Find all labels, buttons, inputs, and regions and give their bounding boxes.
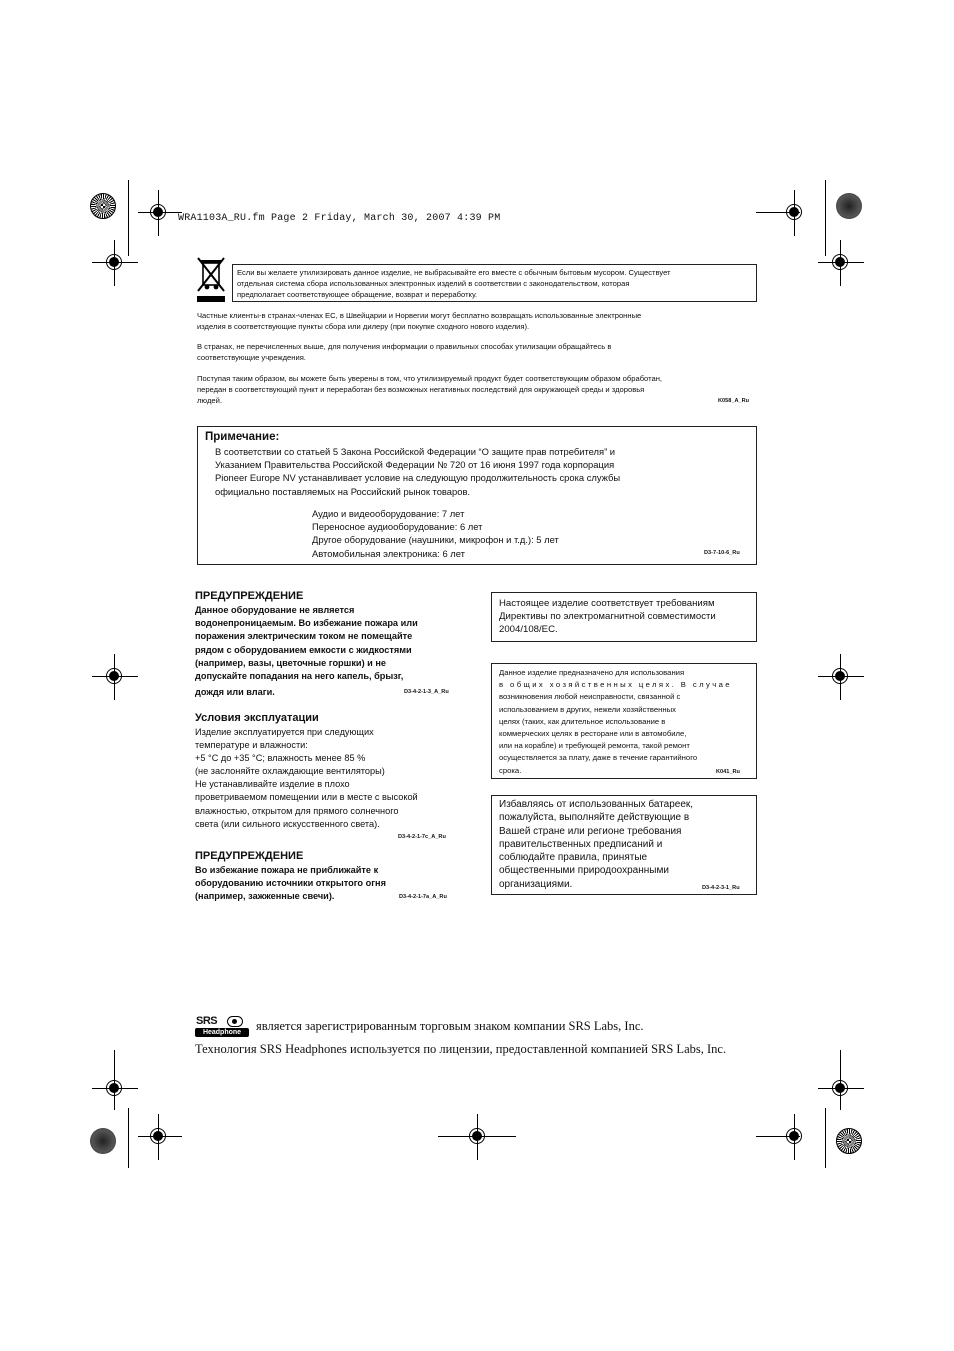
code-k041: K041_Ru: [716, 769, 740, 775]
usage-line: возникновения любой неисправности, связанной с: [499, 692, 681, 702]
paragraph-eu: [197, 310, 641, 332]
code-d3-7-10-6: D3-7-10-6_Ru: [704, 550, 740, 556]
paragraph-other: [197, 341, 611, 363]
code-d3-4-2-1-7c: D3-4-2-1-7c_A_Ru: [398, 834, 446, 840]
srs-logo-circle-icon: [227, 1016, 243, 1027]
para3-line2: передан в соответствующий пункт и переработан без возможных негативных последствий для окружающей среды и здоровья: [197, 385, 645, 394]
usage-line: в общих хозяйственных целях. В случае: [499, 680, 732, 690]
warning2-text: [195, 864, 386, 904]
srs-logo-top: SRS: [196, 1015, 218, 1027]
warning2-line: Во избежание пожара не приближайте к: [195, 865, 379, 875]
code-d3-4-2-1-3: D3-4-2-1-3_A_Ru: [404, 689, 449, 695]
code-k058: K058_A_Ru: [718, 398, 750, 404]
battery-line: Избавляясь от использованных батареек,: [499, 799, 694, 810]
usage-line: осуществляется за плату, даже в течение гарантийного: [499, 753, 698, 763]
para1-line1: Частные клиенты-в странах-членах ЕС, в Швейцарии и Норвегии могут бесплатно возвращать использованные электронные: [197, 311, 642, 320]
para2-line1: В странах, не перечисленных выше, для получения информации о правильных способах утилизации обращайтесь в: [197, 342, 612, 351]
srs-logo: [195, 1015, 249, 1037]
warning1-line: (например, вазы, цветочные горшки) и не: [195, 657, 387, 668]
warning1-line: дождя или влаги.: [195, 687, 275, 698]
para2-line2: соответствующие учреждения.: [197, 353, 306, 362]
note-line1: В соответствии со статьей 5 Закона Российской Федерации “О защите прав потребителя” и: [215, 446, 616, 457]
weee-line3: предполагает соответствующее обращение, возврат и переработку.: [237, 290, 478, 299]
conditions-title: Условия эксплуатации: [195, 712, 319, 724]
usage-line: коммерческих целях в ресторане или в автомобиле,: [499, 729, 687, 739]
emc-line: Настоящее изделие соответствует требованиям: [499, 598, 715, 609]
usage-line: Данное изделие предназначено для использования: [499, 668, 685, 677]
usage-line: или на корабле) и требующей ремонта, такой ремонт: [499, 741, 690, 751]
note-line4: официально поставляемых на Российский рынок товаров.: [215, 485, 471, 497]
usage-line: использованием в других, нежели хозяйственных: [499, 704, 677, 714]
note-text: [215, 445, 620, 498]
usage-box: [491, 663, 757, 779]
srs-line1: является зарегистрированным торговым знаком компании SRS Labs, Inc.: [256, 1019, 644, 1033]
note-item: Переносное аудиооборудование: 6 лет: [312, 521, 483, 533]
code-d3-4-2-3-1: D3-4-2-3-1_Ru: [702, 885, 740, 891]
emc-box: [491, 592, 757, 642]
emc-line: Директивы по электромагнитной совместимости: [499, 611, 716, 622]
conditions-line: Не устанавливайте изделие в плохо: [195, 779, 350, 790]
usage-line: срока.: [499, 765, 522, 775]
note-line2: Указанием Правительства Российской Федерации № 720 от 16 июня 1997 года корпорация: [215, 459, 615, 471]
note-box: [197, 426, 757, 565]
warning2-line: (например, зажженные свечи).: [195, 891, 335, 902]
paragraph-recycle: [197, 373, 662, 406]
battery-line: соблюдайте правила, принятые: [499, 852, 648, 864]
battery-line: правительственных предписаний и: [499, 838, 663, 850]
para1-line2: изделия в соответствующие пункты сбора или дилеру (при покупке сходного нового изделия).: [197, 322, 530, 331]
warning2-title: ПРЕДУПРЕЖДЕНИЕ: [195, 850, 304, 862]
warning1-line: допускайте попадания на него капель, брызг,: [195, 671, 404, 682]
srs-logo-bottom: Headphone: [195, 1028, 249, 1037]
weee-line1: Если вы желаете утилизировать данное изделие, не выбрасывайте его вместе с обычным бытовым мусором. Существует: [237, 268, 671, 277]
note-item: Аудио и видеооборудование: 7 лет: [312, 508, 465, 519]
para3-line3: людей.: [197, 396, 222, 405]
conditions-line: +5 °C до +35 °C; влажность менее 85 %: [195, 753, 366, 764]
battery-line: организациями.: [499, 878, 573, 890]
weee-line2: отдельная система сбора использованных электронных изделий в соответствии с законодательством, которая: [237, 279, 630, 288]
emc-line: 2004/108/EC.: [499, 624, 558, 635]
warning1-text: [195, 604, 418, 699]
conditions-text: [195, 726, 418, 831]
conditions-line: проветриваемом помещении или в месте с высокой: [195, 792, 418, 803]
note-item: Автомобильная электроника: 6 лет: [312, 547, 465, 559]
para3-line1: Поступая таким образом, вы можете быть уверены в том, что утилизируемый продукт будет соответствующим образом обработан,: [197, 374, 663, 383]
warning1-line: рядом с оборудованием емкости с жидкостями: [195, 644, 412, 655]
note-items: [312, 507, 559, 560]
battery-line: общественными природоохранными: [499, 865, 669, 877]
conditions-line: влажностью, открытом для прямого солнечного: [195, 805, 399, 816]
conditions-line: (не заслоняйте охлаждающие вентиляторы): [195, 766, 385, 777]
warning1-line: поражения электрическим током не помещайте: [195, 631, 413, 642]
warning1-line: Данное оборудование не является: [195, 605, 355, 615]
code-d3-4-2-1-7a: D3-4-2-1-7a_A_Ru: [399, 894, 447, 900]
usage-line: целях (таких, как длительное использование в: [499, 716, 666, 726]
battery-line: пожалуйста, выполняйте действующие в: [499, 812, 690, 824]
warning1-title: ПРЕДУПРЕЖДЕНИЕ: [195, 590, 304, 602]
conditions-line: Изделие эксплуатируется при следующих: [195, 727, 374, 737]
warning1-line: водонепроницаемым. Во избежание пожара или: [195, 618, 418, 629]
conditions-line: температуре и влажности:: [195, 740, 308, 751]
weee-box: [232, 264, 757, 302]
note-item: Другое оборудование (наушники, микрофон и т.д.): 5 лет: [312, 534, 559, 546]
warning2-line: оборудованию источники открытого огня: [195, 878, 386, 889]
note-line3: Pioneer Europe NV устанавливает условие на следующую продолжительность срока службы: [215, 472, 621, 484]
battery-box: [491, 795, 757, 895]
crossed-bin-icon: [195, 255, 227, 303]
battery-line: Вашей стране или регионе требования: [499, 825, 682, 837]
weee-icon: [195, 255, 227, 303]
note-title: Примечание:: [205, 431, 280, 443]
file-header: WRA1103A_RU.fm Page 2 Friday, March 30, 2007 4:39 PM: [178, 213, 501, 224]
srs-line2: Технология SRS Headphones используется по лицензии, предоставленной компанией SRS Labs, Inc.: [195, 1042, 727, 1056]
conditions-line: света (или сильного искусственного света).: [195, 818, 380, 829]
